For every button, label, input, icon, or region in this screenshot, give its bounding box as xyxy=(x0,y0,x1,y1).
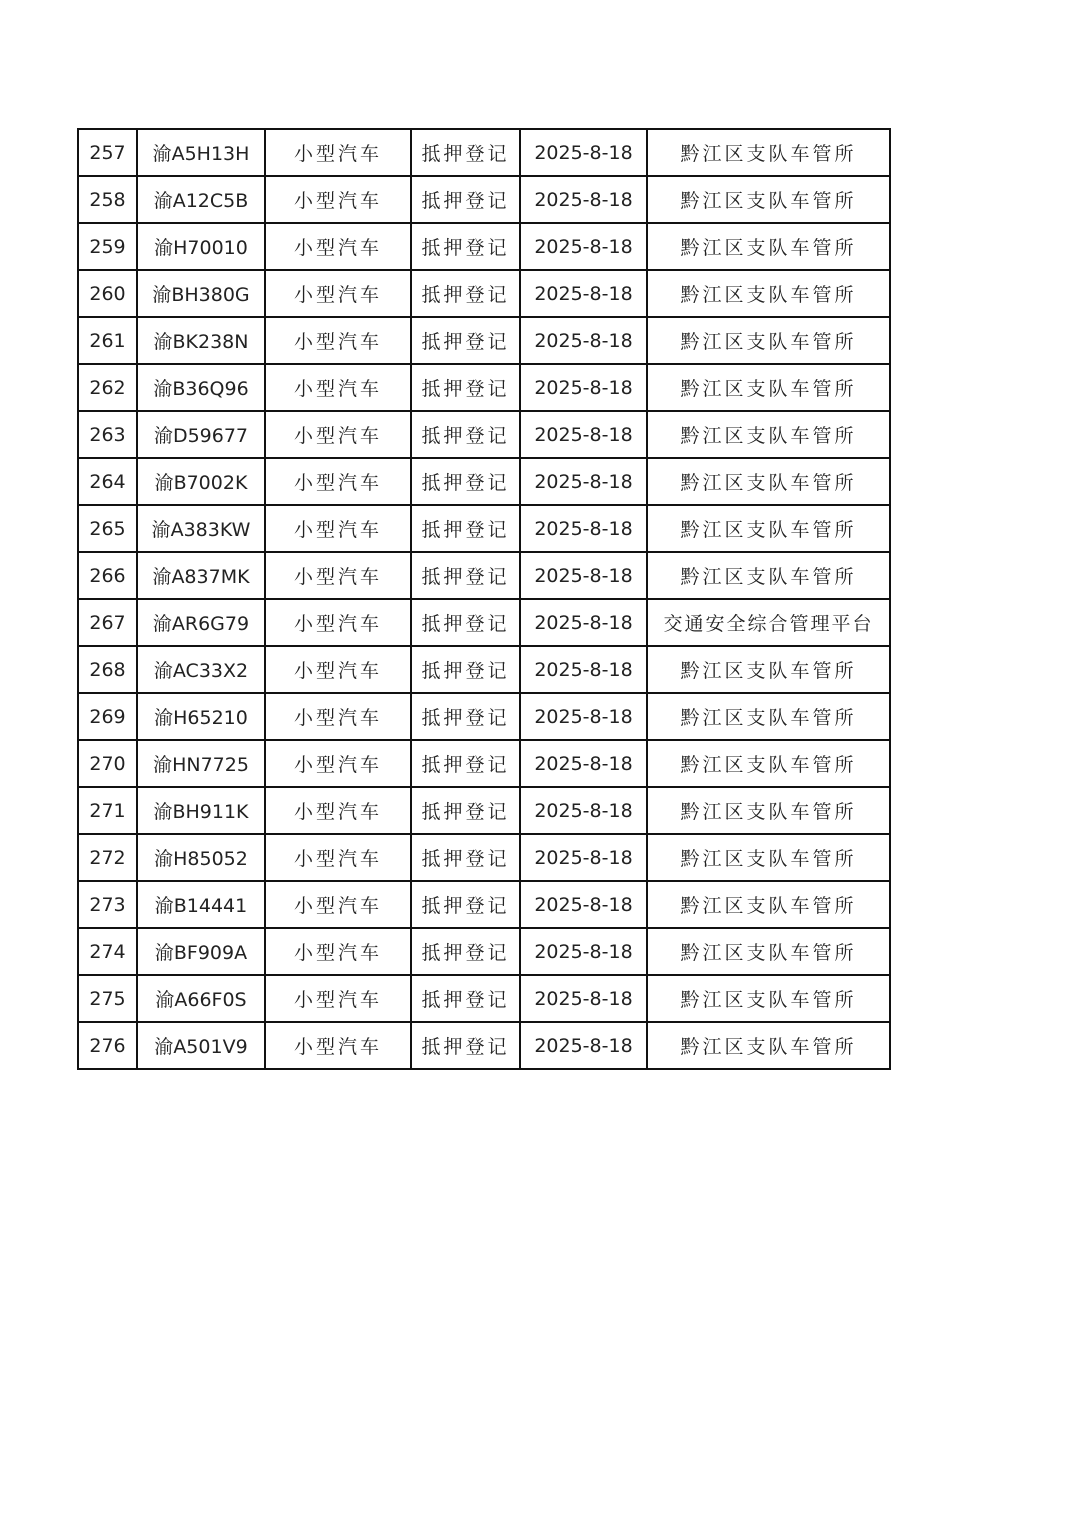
table-row xyxy=(78,834,890,881)
table-row xyxy=(78,740,890,787)
row-number-cell: 258 xyxy=(78,176,137,223)
date-cell: 2025-8-18 xyxy=(520,740,647,787)
row-number-cell: 268 xyxy=(78,646,137,693)
business-type-cell: 抵押登记 xyxy=(411,458,520,505)
row-number-cell: 270 xyxy=(78,740,137,787)
date-cell: 2025-8-18 xyxy=(520,1022,647,1069)
vehicle-type-cell: 小型汽车 xyxy=(265,505,411,552)
date-cell: 2025-8-18 xyxy=(520,411,647,458)
office-cell: 黔江区支队车管所 xyxy=(647,646,890,693)
row-number-cell: 261 xyxy=(78,317,137,364)
row-number-cell: 264 xyxy=(78,458,137,505)
plate-number-cell: 渝AC33X2 xyxy=(137,646,265,693)
date-cell: 2025-8-18 xyxy=(520,270,647,317)
office-cell: 黔江区支队车管所 xyxy=(647,270,890,317)
vehicle-type-cell: 小型汽车 xyxy=(265,1022,411,1069)
row-number-cell: 259 xyxy=(78,223,137,270)
row-number-cell: 266 xyxy=(78,552,137,599)
business-type-cell: 抵押登记 xyxy=(411,1022,520,1069)
office-cell: 黔江区支队车管所 xyxy=(647,223,890,270)
plate-number-cell: 渝A5H13H xyxy=(137,129,265,176)
date-cell: 2025-8-18 xyxy=(520,505,647,552)
date-cell: 2025-8-18 xyxy=(520,599,647,646)
office-cell: 黔江区支队车管所 xyxy=(647,411,890,458)
plate-number-cell: 渝H70010 xyxy=(137,223,265,270)
table-row xyxy=(78,1022,890,1069)
date-cell: 2025-8-18 xyxy=(520,458,647,505)
vehicle-type-cell: 小型汽车 xyxy=(265,834,411,881)
date-cell: 2025-8-18 xyxy=(520,129,647,176)
plate-number-cell: 渝BH380G xyxy=(137,270,265,317)
vehicle-type-cell: 小型汽车 xyxy=(265,270,411,317)
table-row xyxy=(78,646,890,693)
business-type-cell: 抵押登记 xyxy=(411,881,520,928)
office-cell: 黔江区支队车管所 xyxy=(647,881,890,928)
plate-number-cell: 渝A837MK xyxy=(137,552,265,599)
plate-number-cell: 渝B14441 xyxy=(137,881,265,928)
vehicle-type-cell: 小型汽车 xyxy=(265,129,411,176)
row-number-cell: 274 xyxy=(78,928,137,975)
business-type-cell: 抵押登记 xyxy=(411,552,520,599)
business-type-cell: 抵押登记 xyxy=(411,270,520,317)
office-cell: 黔江区支队车管所 xyxy=(647,505,890,552)
business-type-cell: 抵押登记 xyxy=(411,975,520,1022)
table-row xyxy=(78,223,890,270)
date-cell: 2025-8-18 xyxy=(520,787,647,834)
plate-number-cell: 渝A12C5B xyxy=(137,176,265,223)
office-cell: 黔江区支队车管所 xyxy=(647,1022,890,1069)
date-cell: 2025-8-18 xyxy=(520,881,647,928)
vehicle-type-cell: 小型汽车 xyxy=(265,646,411,693)
office-cell: 黔江区支队车管所 xyxy=(647,740,890,787)
office-cell: 黔江区支队车管所 xyxy=(647,928,890,975)
table-row xyxy=(78,552,890,599)
row-number-cell: 257 xyxy=(78,129,137,176)
row-number-cell: 267 xyxy=(78,599,137,646)
table-row xyxy=(78,176,890,223)
table-row xyxy=(78,129,890,176)
table-row xyxy=(78,411,890,458)
business-type-cell: 抵押登记 xyxy=(411,928,520,975)
row-number-cell: 273 xyxy=(78,881,137,928)
office-cell: 黔江区支队车管所 xyxy=(647,787,890,834)
plate-number-cell: 渝H85052 xyxy=(137,834,265,881)
business-type-cell: 抵押登记 xyxy=(411,411,520,458)
table-row xyxy=(78,458,890,505)
date-cell: 2025-8-18 xyxy=(520,364,647,411)
office-cell: 黔江区支队车管所 xyxy=(647,693,890,740)
vehicle-type-cell: 小型汽车 xyxy=(265,693,411,740)
plate-number-cell: 渝B7002K xyxy=(137,458,265,505)
row-number-cell: 276 xyxy=(78,1022,137,1069)
table-body xyxy=(78,129,890,1069)
vehicle-type-cell: 小型汽车 xyxy=(265,317,411,364)
vehicle-type-cell: 小型汽车 xyxy=(265,881,411,928)
vehicle-type-cell: 小型汽车 xyxy=(265,458,411,505)
plate-number-cell: 渝HN7725 xyxy=(137,740,265,787)
office-cell: 黔江区支队车管所 xyxy=(647,176,890,223)
plate-number-cell: 渝A66F0S xyxy=(137,975,265,1022)
office-cell: 交通安全综合管理平台 xyxy=(647,599,890,646)
business-type-cell: 抵押登记 xyxy=(411,787,520,834)
table-row xyxy=(78,787,890,834)
row-number-cell: 271 xyxy=(78,787,137,834)
date-cell: 2025-8-18 xyxy=(520,928,647,975)
plate-number-cell: 渝A501V9 xyxy=(137,1022,265,1069)
row-number-cell: 260 xyxy=(78,270,137,317)
table-row xyxy=(78,599,890,646)
table-row xyxy=(78,975,890,1022)
plate-number-cell: 渝BK238N xyxy=(137,317,265,364)
vehicle-type-cell: 小型汽车 xyxy=(265,552,411,599)
row-number-cell: 262 xyxy=(78,364,137,411)
row-number-cell: 263 xyxy=(78,411,137,458)
vehicle-type-cell: 小型汽车 xyxy=(265,223,411,270)
plate-number-cell: 渝AR6G79 xyxy=(137,599,265,646)
table-row xyxy=(78,928,890,975)
office-cell: 黔江区支队车管所 xyxy=(647,317,890,364)
date-cell: 2025-8-18 xyxy=(520,975,647,1022)
business-type-cell: 抵押登记 xyxy=(411,599,520,646)
table-row xyxy=(78,881,890,928)
date-cell: 2025-8-18 xyxy=(520,317,647,364)
business-type-cell: 抵押登记 xyxy=(411,223,520,270)
plate-number-cell: 渝B36Q96 xyxy=(137,364,265,411)
vehicle-type-cell: 小型汽车 xyxy=(265,176,411,223)
office-cell: 黔江区支队车管所 xyxy=(647,552,890,599)
plate-number-cell: 渝BH911K xyxy=(137,787,265,834)
office-cell: 黔江区支队车管所 xyxy=(647,834,890,881)
table-row xyxy=(78,364,890,411)
row-number-cell: 272 xyxy=(78,834,137,881)
plate-number-cell: 渝D59677 xyxy=(137,411,265,458)
business-type-cell: 抵押登记 xyxy=(411,317,520,364)
vehicle-type-cell: 小型汽车 xyxy=(265,364,411,411)
vehicle-type-cell: 小型汽车 xyxy=(265,740,411,787)
date-cell: 2025-8-18 xyxy=(520,693,647,740)
business-type-cell: 抵押登记 xyxy=(411,364,520,411)
business-type-cell: 抵押登记 xyxy=(411,693,520,740)
vehicle-type-cell: 小型汽车 xyxy=(265,928,411,975)
office-cell: 黔江区支队车管所 xyxy=(647,364,890,411)
vehicle-type-cell: 小型汽车 xyxy=(265,599,411,646)
office-cell: 黔江区支队车管所 xyxy=(647,975,890,1022)
vehicle-type-cell: 小型汽车 xyxy=(265,787,411,834)
plate-number-cell: 渝H65210 xyxy=(137,693,265,740)
table-row xyxy=(78,693,890,740)
table-row xyxy=(78,505,890,552)
plate-number-cell: 渝BF909A xyxy=(137,928,265,975)
vehicle-type-cell: 小型汽车 xyxy=(265,411,411,458)
business-type-cell: 抵押登记 xyxy=(411,646,520,693)
row-number-cell: 275 xyxy=(78,975,137,1022)
registration-table xyxy=(77,128,891,1070)
date-cell: 2025-8-18 xyxy=(520,176,647,223)
date-cell: 2025-8-18 xyxy=(520,646,647,693)
business-type-cell: 抵押登记 xyxy=(411,176,520,223)
date-cell: 2025-8-18 xyxy=(520,223,647,270)
business-type-cell: 抵押登记 xyxy=(411,834,520,881)
plate-number-cell: 渝A383KW xyxy=(137,505,265,552)
date-cell: 2025-8-18 xyxy=(520,552,647,599)
office-cell: 黔江区支队车管所 xyxy=(647,129,890,176)
date-cell: 2025-8-18 xyxy=(520,834,647,881)
table-row xyxy=(78,317,890,364)
row-number-cell: 269 xyxy=(78,693,137,740)
business-type-cell: 抵押登记 xyxy=(411,129,520,176)
vehicle-type-cell: 小型汽车 xyxy=(265,975,411,1022)
business-type-cell: 抵押登记 xyxy=(411,740,520,787)
row-number-cell: 265 xyxy=(78,505,137,552)
table-row xyxy=(78,270,890,317)
office-cell: 黔江区支队车管所 xyxy=(647,458,890,505)
business-type-cell: 抵押登记 xyxy=(411,505,520,552)
